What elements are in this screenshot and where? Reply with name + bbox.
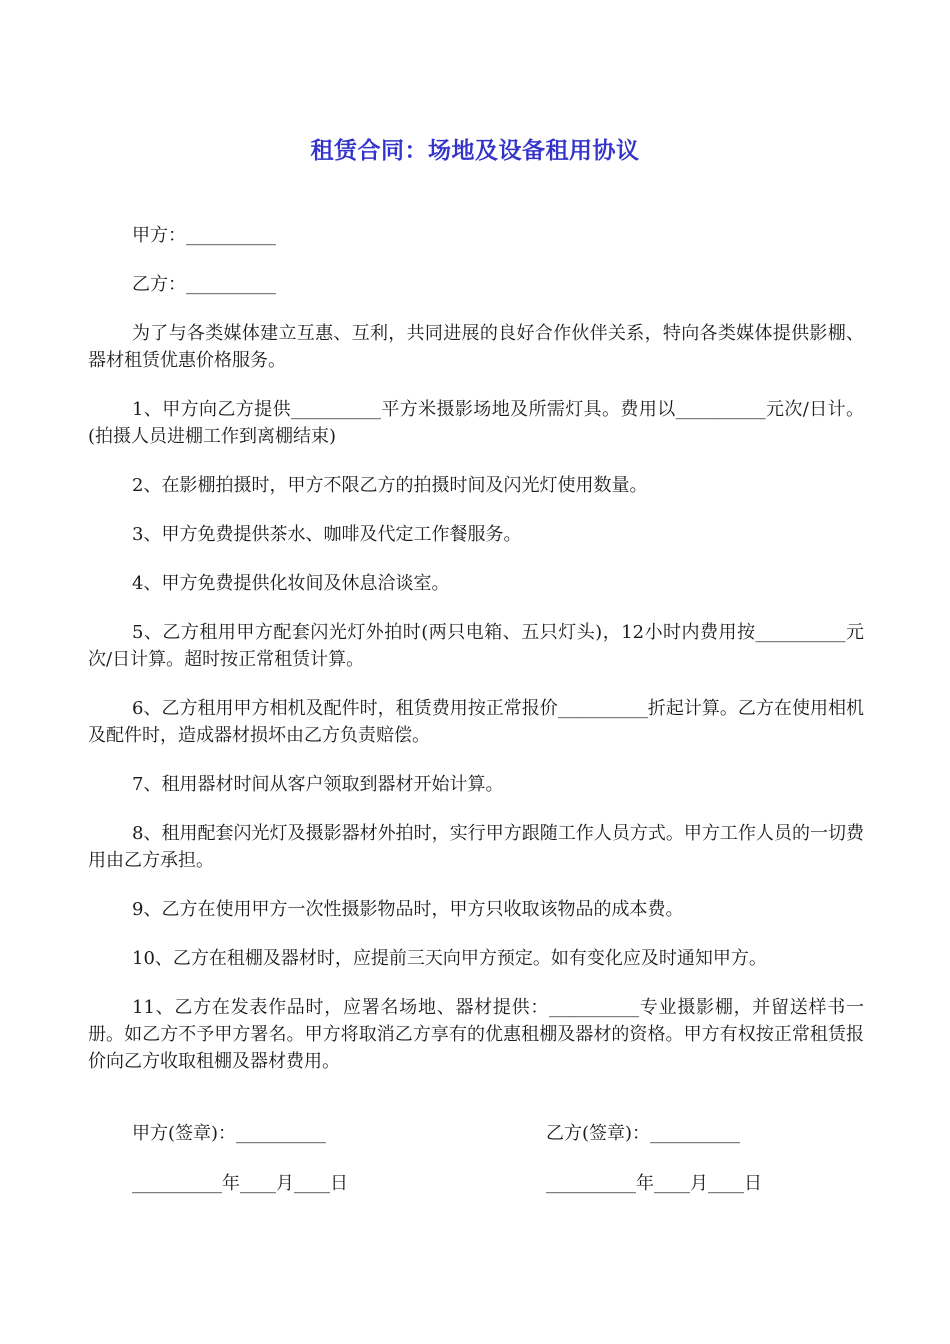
clause-2: 2、在影棚拍摄时，甲方不限乙方的拍摄时间及闪光灯使用数量。 (132, 475, 648, 496)
clause-4: 4、甲方免费提供化妆间及休息洽谈室。 (132, 573, 450, 594)
clause-3: 3、甲方免费提供茶水、咖啡及代定工作餐服务。 (132, 524, 522, 545)
contract-body (88, 222, 864, 1097)
party-b-signature: 乙方(签章)：__________ (546, 1123, 741, 1144)
clause-10: 10、乙方在租棚及器材时，应提前三天向甲方预定。如有变化应及时通知甲方。 (132, 948, 767, 969)
party-b-date: __________年____月____日 (546, 1173, 762, 1194)
clause-8: 8、租用配套闪光灯及摄影器材外拍时，实行甲方跟随工作人员方式。甲方工作人员的一切费用由乙方承担。 (88, 823, 864, 871)
clause-7: 7、租用器材时间从客户领取到器材开始计算。 (132, 774, 504, 795)
party-a-line: 甲方：__________ (132, 225, 276, 246)
clause-9: 9、乙方在使用甲方一次性摄影物品时，甲方只收取该物品的成本费。 (132, 899, 684, 920)
party-a-signature: 甲方(签章)：__________ (132, 1123, 327, 1144)
party-b-line: 乙方：__________ (132, 274, 276, 295)
intro-paragraph: 为了与各类媒体建立互惠、互利，共同进展的良好合作伙伴关系，特向各类媒体提供影棚、器材租赁优惠价格服务。 (88, 323, 864, 371)
document-title: 租赁合同：场地及设备租用协议 (310, 138, 640, 164)
clause-1: 1、甲方向乙方提供__________平方米摄影场地及所需灯具。费用以__________元次/日计。(拍摄人员进棚工作到离棚结束) (88, 399, 864, 447)
party-a-date: __________年____月____日 (132, 1173, 348, 1194)
clause-6: 6、乙方租用甲方相机及配件时，租赁费用按正常报价__________折起计算。乙方在使用相机及配件时，造成器材损坏由乙方负责赔偿。 (88, 698, 864, 746)
clause-11: 11、乙方在发表作品时，应署名场地、器材提供：__________专业摄影棚，并留送样书一册。如乙方不予甲方署名。甲方将取消乙方享有的优惠租棚及器材的资格。甲方有权按正常租赁报价向乙方收取租棚及器材费用。 (88, 997, 864, 1072)
clause-5: 5、乙方租用甲方配套闪光灯外拍时(两只电箱、五只灯头)，12小时内费用按__________元次/日计算。超时按正常租赁计算。 (88, 622, 864, 670)
